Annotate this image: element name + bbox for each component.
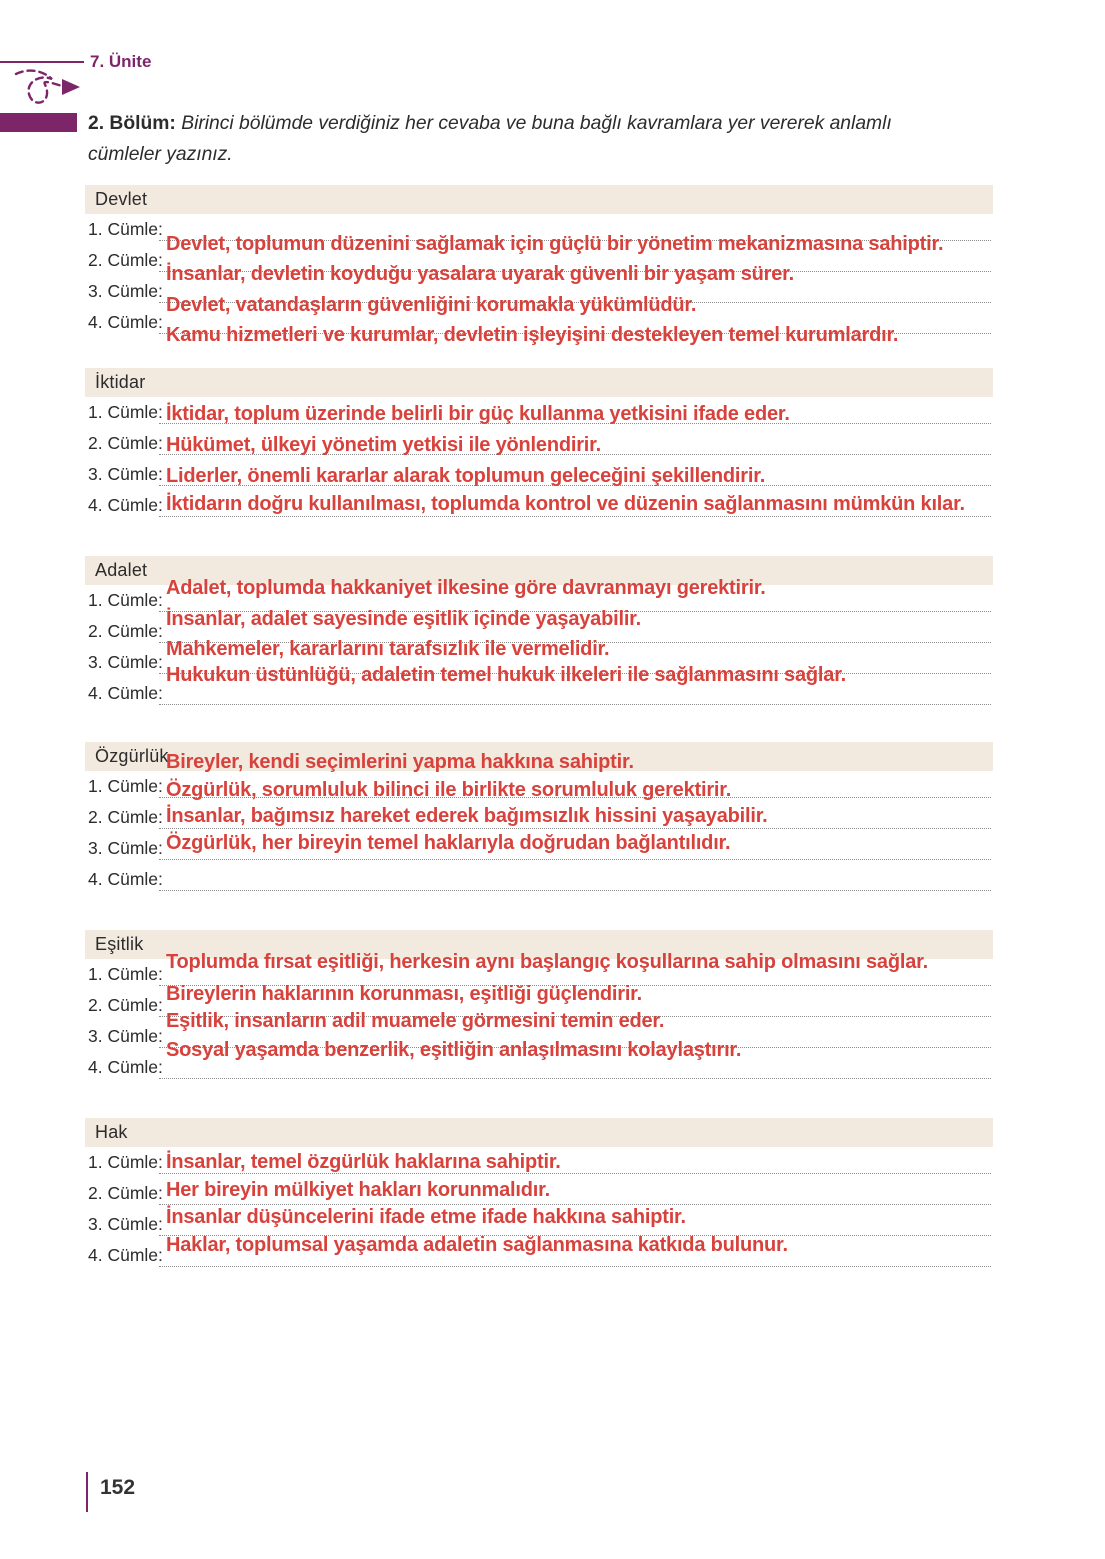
section-title: Özgürlük: [95, 746, 169, 766]
row-label: 1. Cümle:: [88, 776, 163, 796]
row-label: 4. Cümle:: [88, 683, 163, 703]
row-label: 3. Cümle:: [88, 1214, 163, 1234]
row-label: 2. Cümle:: [88, 621, 163, 641]
handwritten-answer: İnsanlar, bağımsız hareket ederek bağımsızlık hissini yaşayabilir.: [166, 805, 768, 827]
handwritten-answer: Mahkemeler, kararlarını tarafsızlık ile vermelidir.: [166, 638, 610, 660]
section-header: [85, 368, 993, 397]
section-divider-bar: [0, 113, 77, 132]
handwritten-answer: İktidar, toplum üzerinde belirli bir güç kullanma yetkisini ifade eder.: [166, 403, 790, 425]
row-label: 2. Cümle:: [88, 807, 163, 827]
handwritten-answer: İnsanlar, adalet sayesinde eşitlik içinde yaşayabilir.: [166, 608, 642, 630]
handwritten-answer: Devlet, toplumun düzenini sağlamak için güçlü bir yönetim mekanizmasına sahiptir.: [166, 233, 944, 255]
handwritten-answer: Kamu hizmetleri ve kurumlar, devletin işleyişini destekleyen temel kurumlardır.: [166, 324, 899, 346]
handwritten-answer: Haklar, toplumsal yaşamda adaletin sağlanmasına katkıda bulunur.: [166, 1234, 788, 1256]
sentence-row: [85, 864, 993, 895]
answer-line[interactable]: [159, 516, 991, 517]
handwritten-answer: İktidarın doğru kullanılması, toplumda kontrol ve düzenin sağlanmasını mümkün kılar.: [166, 493, 965, 515]
handwritten-answer: Sosyal yaşamda benzerlik, eşitliğin anlaşılmasını kolaylaştırır.: [166, 1039, 742, 1061]
instructions-bold: 2. Bölüm:: [88, 113, 176, 134]
section-title: Hak: [95, 1122, 128, 1142]
handwritten-answer: Adalet, toplumda hakkaniyet ilkesine göre davranmayı gerektirir.: [166, 577, 766, 599]
answer-line[interactable]: [159, 1078, 991, 1079]
row-label: 3. Cümle:: [88, 838, 163, 858]
handwritten-answer: Özgürlük, her bireyin temel haklarıyla doğrudan bağlantılıdır.: [166, 832, 731, 854]
instructions-line1: [88, 108, 1008, 139]
row-label: 1. Cümle:: [88, 402, 163, 422]
row-label: 2. Cümle:: [88, 1183, 163, 1203]
instructions-italic: Birinci bölümde verdiğiniz her cevaba ve buna bağlı kavramlara yer vererek anlamlı: [181, 113, 892, 134]
handwritten-answer: İnsanlar, devletin koyduğu yasalara uyarak güvenli bir yaşam sürer.: [166, 263, 795, 285]
row-label: 1. Cümle:: [88, 219, 163, 239]
row-label: 3. Cümle:: [88, 464, 163, 484]
row-label: 3. Cümle:: [88, 281, 163, 301]
section-header: [85, 1118, 993, 1147]
row-label: 4. Cümle:: [88, 1245, 163, 1265]
instructions-line2: cümleler yazınız.: [88, 144, 233, 165]
handwritten-answer: Bireylerin haklarının korunması, eşitliği güçlendirir.: [166, 983, 643, 1005]
section-title: Devlet: [95, 189, 148, 209]
section-header: [85, 185, 993, 214]
row-label: 4. Cümle:: [88, 869, 163, 889]
section-iktidar: [85, 368, 993, 521]
answer-line[interactable]: [159, 859, 991, 860]
row-label: 2. Cümle:: [88, 995, 163, 1015]
handwritten-answer: Özgürlük, sorumluluk bilinci ile birlikte sorumluluk gerektirir.: [166, 779, 732, 801]
answer-line[interactable]: [159, 890, 991, 891]
instructions: [88, 108, 1008, 170]
section-esitlik: [85, 930, 993, 1083]
footer-rule: [86, 1472, 88, 1512]
handwritten-answer: Liderler, önemli kararlar alarak toplumun geleceğini şekillendirir.: [166, 465, 766, 487]
section-adalet: [85, 556, 993, 709]
row-label: 1. Cümle:: [88, 590, 163, 610]
row-label: 4. Cümle:: [88, 495, 163, 515]
row-label: 1. Cümle:: [88, 964, 163, 984]
answer-line[interactable]: [159, 704, 991, 705]
handwritten-answer: Hukukun üstünlüğü, adaletin temel hukuk ilkeleri ile sağlanmasını sağlar.: [166, 664, 847, 686]
row-label: 3. Cümle:: [88, 652, 163, 672]
row-label: 2. Cümle:: [88, 433, 163, 453]
section-hak: [85, 1118, 993, 1271]
handwritten-answer: Toplumda fırsat eşitliği, herkesin aynı başlangıç koşullarına sahip olmasını sağlar.: [166, 951, 928, 973]
unit-rule: [0, 61, 84, 63]
handwritten-answer: İnsanlar, temel özgürlük haklarına sahiptir.: [166, 1151, 561, 1173]
answer-line[interactable]: [159, 1204, 991, 1205]
page-number: 152: [100, 1476, 136, 1499]
handwritten-answer: Her bireyin mülkiyet hakları korunmalıdır.: [166, 1179, 550, 1201]
row-label: 4. Cümle:: [88, 1057, 163, 1077]
handwritten-answer: Hükümet, ülkeyi yönetim yetkisi ile yönlendirir.: [166, 434, 601, 456]
row-label: 4. Cümle:: [88, 312, 163, 332]
section-title: İktidar: [95, 372, 146, 392]
answer-line[interactable]: [159, 1266, 991, 1267]
row-label: 3. Cümle:: [88, 1026, 163, 1046]
handwritten-answer: Devlet, vatandaşların güvenliğini korumakla yükümlüdür.: [166, 294, 697, 316]
handwritten-answer: Bireyler, kendi seçimlerini yapma hakkına sahiptir.: [166, 751, 634, 773]
row-label: 2. Cümle:: [88, 250, 163, 270]
answer-line[interactable]: [159, 828, 991, 829]
row-label: 1. Cümle:: [88, 1152, 163, 1172]
section-title: Adalet: [95, 560, 148, 580]
handwritten-answer: İnsanlar düşüncelerini ifade etme ifade hakkına sahiptir.: [166, 1206, 686, 1228]
section-devlet: [85, 185, 993, 346]
unit-label: 7. Ünite: [90, 52, 152, 71]
handwritten-answer: Eşitlik, insanların adil muamele görmesini temin eder.: [166, 1010, 665, 1032]
section-title: Eşitlik: [95, 934, 144, 954]
section-ozgurluk: [85, 742, 993, 895]
